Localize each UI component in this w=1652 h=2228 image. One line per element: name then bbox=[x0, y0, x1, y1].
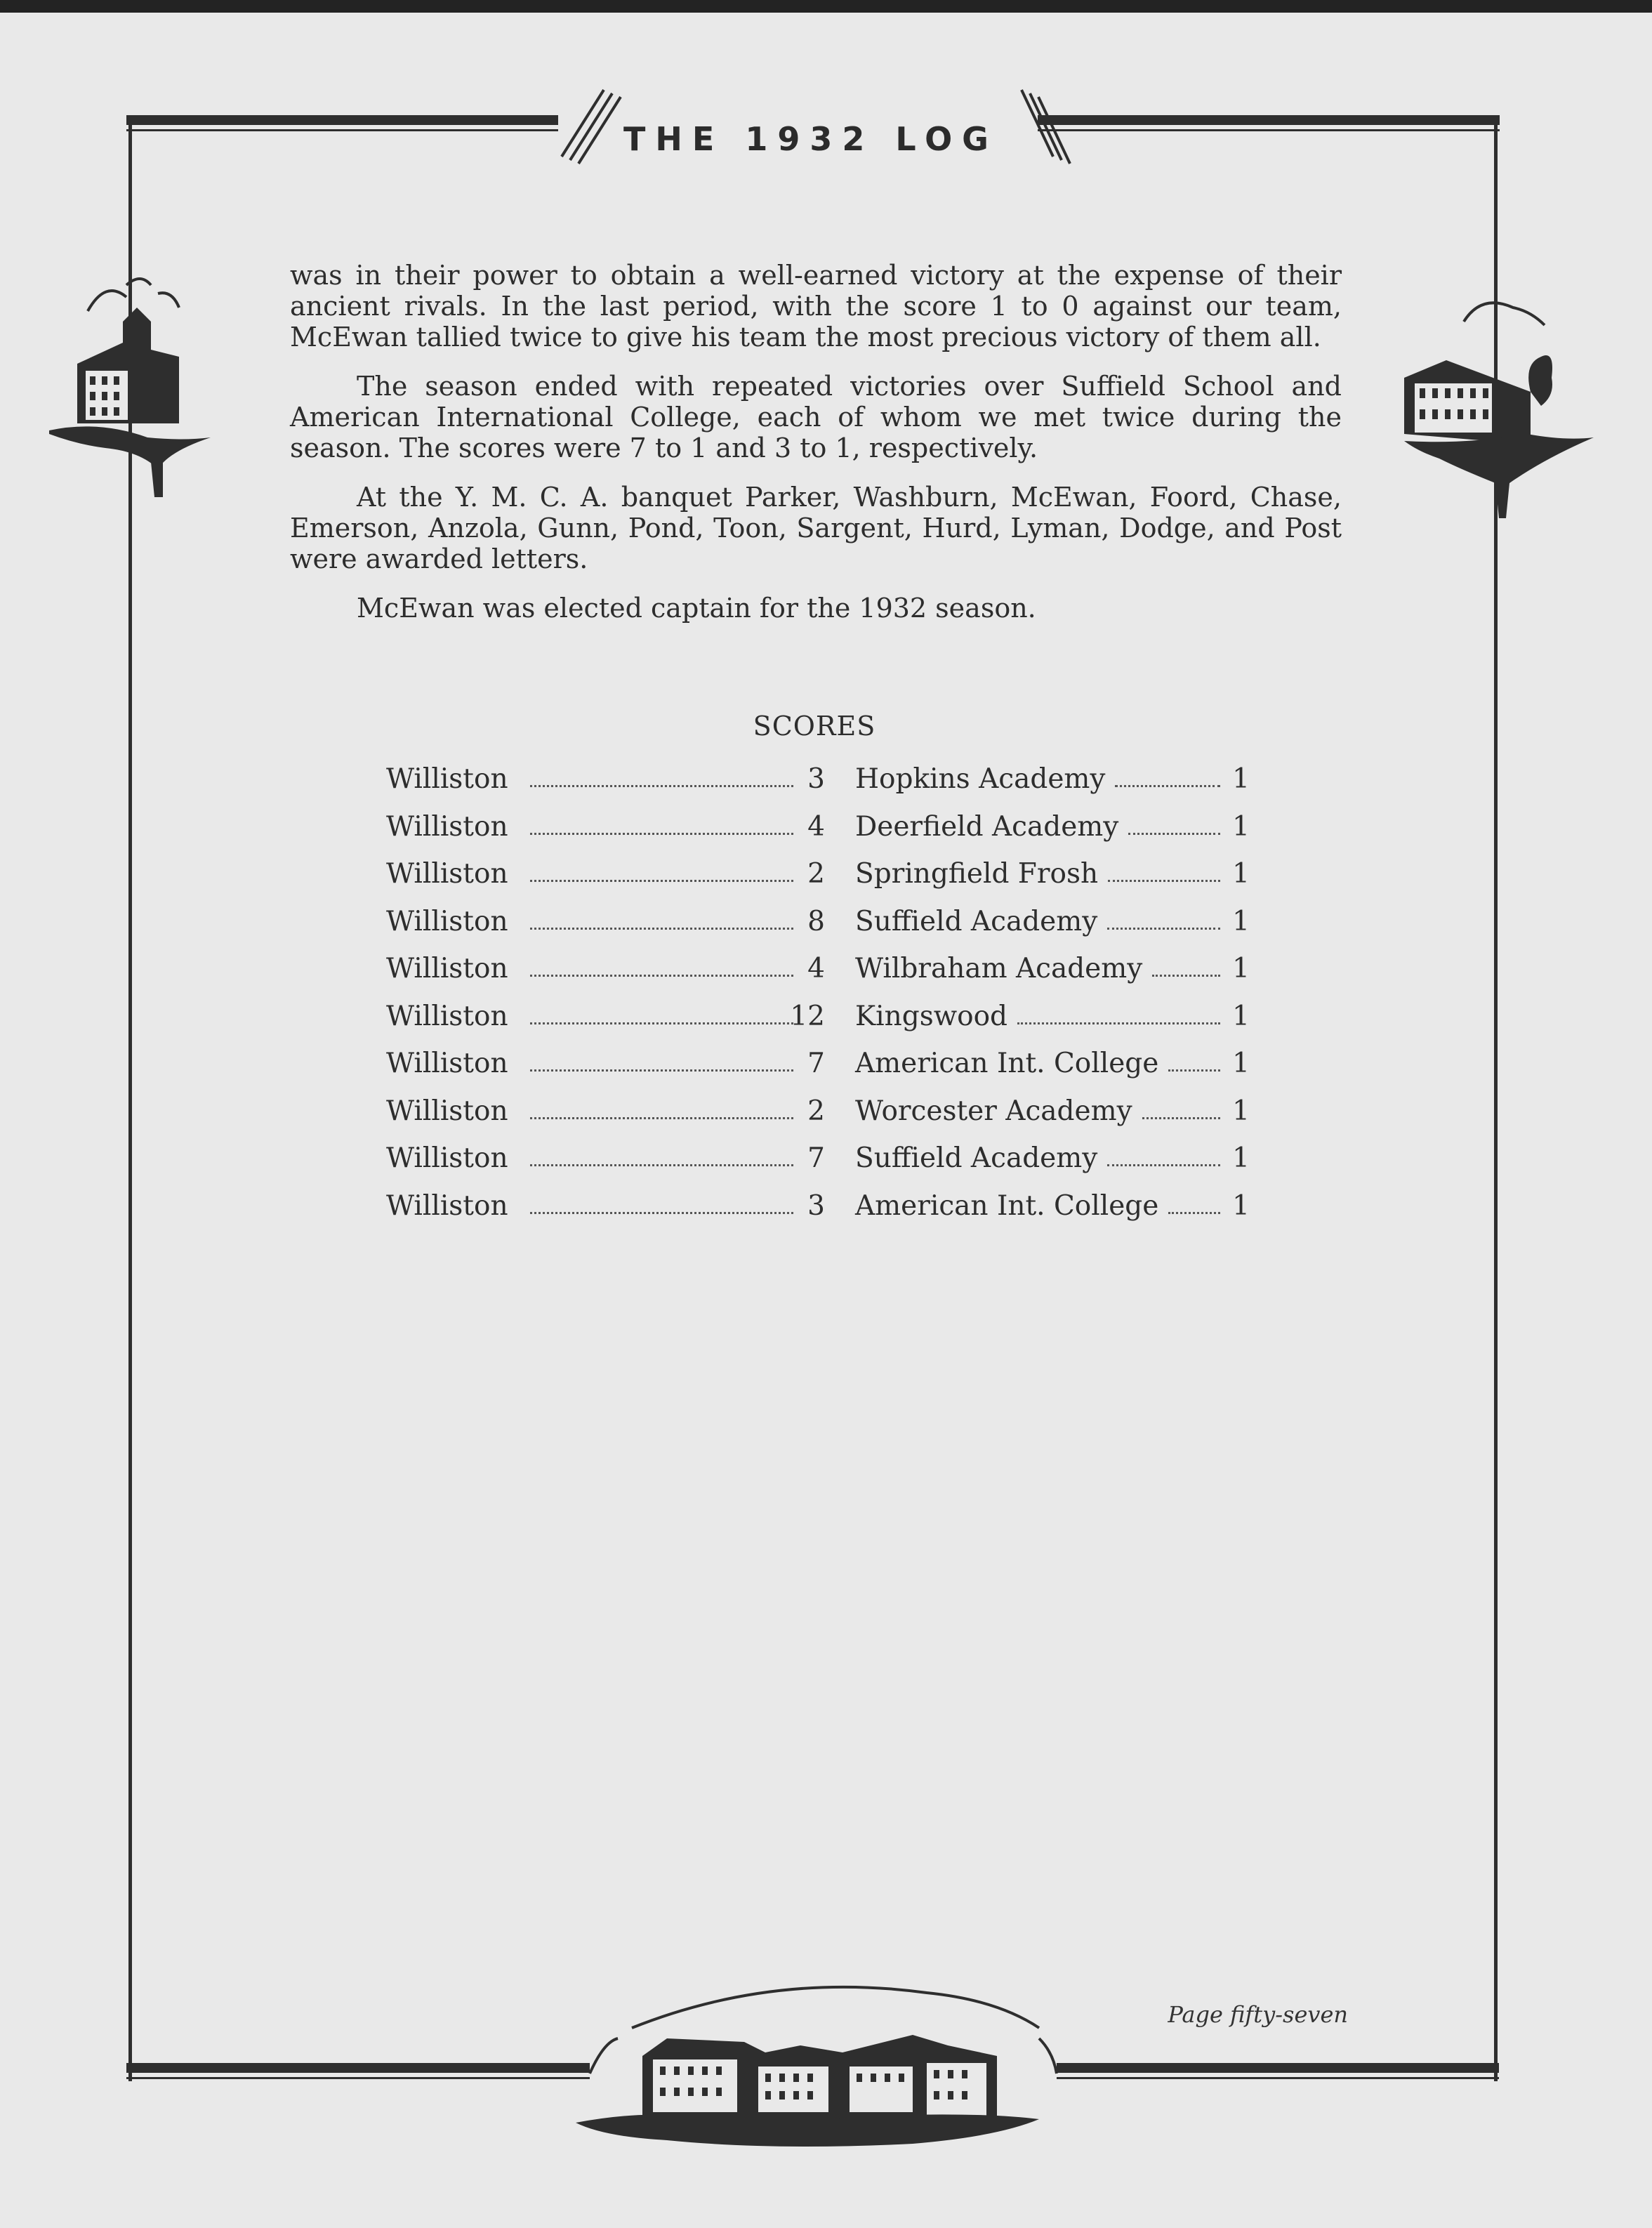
opponent-score: 1 bbox=[1232, 858, 1250, 890]
home-team: Williston bbox=[386, 1189, 508, 1222]
opponent-score: 1 bbox=[1232, 1142, 1250, 1174]
home-team: Williston bbox=[386, 858, 508, 890]
dot-leader bbox=[1142, 1117, 1220, 1119]
score-row bbox=[386, 996, 1250, 1038]
score-row bbox=[386, 948, 1250, 990]
score-row bbox=[386, 853, 1250, 895]
home-team: Williston bbox=[386, 1142, 508, 1174]
home-score: 7 bbox=[807, 1142, 825, 1174]
home-score: 2 bbox=[807, 858, 825, 890]
opponent-team: Suffield Academy bbox=[855, 1142, 1098, 1174]
dot-leader bbox=[1107, 1164, 1220, 1166]
dot-leader bbox=[530, 1212, 793, 1214]
dot-leader bbox=[530, 880, 793, 882]
opponent-team: Springfield Frosh bbox=[855, 858, 1099, 890]
score-row bbox=[386, 1090, 1250, 1133]
score-row bbox=[386, 1185, 1250, 1227]
home-team: Williston bbox=[386, 1048, 508, 1079]
home-score: 3 bbox=[807, 763, 825, 795]
opponent-score: 1 bbox=[1232, 1095, 1250, 1127]
home-team: Williston bbox=[386, 1095, 508, 1127]
opponent-team: Deerfield Academy bbox=[855, 810, 1119, 843]
opponent-score: 1 bbox=[1232, 763, 1250, 795]
opponent-score: 1 bbox=[1232, 1000, 1250, 1032]
dot-leader bbox=[530, 833, 793, 835]
home-team: Williston bbox=[386, 905, 508, 937]
page-number: Page fifty-seven bbox=[1168, 2001, 1348, 2028]
paragraph-1: was in their power to obtain a well-earned victory at the expense of their ancient rivals. In the last period, with the score 1 to 0 against our team, McEwan tallied twice to give his team the most precious victory of them all. bbox=[290, 260, 1342, 352]
home-score: 3 bbox=[807, 1189, 825, 1222]
home-score: 12 bbox=[790, 1000, 825, 1032]
dot-leader bbox=[530, 785, 793, 787]
score-row bbox=[386, 901, 1250, 943]
article-body bbox=[290, 260, 1342, 642]
paragraph-2: The season ended with repeated victories over Suffield School and American International College, each of whom we met twice during the season. The scores were 7 to 1 and 3 to 1, respectively. bbox=[290, 371, 1342, 463]
dot-leader bbox=[1168, 1069, 1220, 1072]
dot-leader bbox=[530, 1022, 793, 1024]
running-header-title: THE 1932 LOG bbox=[623, 120, 998, 158]
dot-leader bbox=[1152, 975, 1220, 977]
home-score: 4 bbox=[807, 953, 825, 984]
dot-leader bbox=[530, 1164, 793, 1166]
dot-leader bbox=[530, 1069, 793, 1072]
dot-leader bbox=[1115, 785, 1220, 787]
home-score: 4 bbox=[807, 810, 825, 843]
scores-heading: SCORES bbox=[753, 711, 876, 741]
opponent-team: Kingswood bbox=[855, 1000, 1008, 1032]
score-row bbox=[386, 1138, 1250, 1180]
opponent-team: American Int. College bbox=[855, 1048, 1159, 1079]
paragraph-3: At the Y. M. C. A. banquet Parker, Washburn, McEwan, Foord, Chase, Emerson, Anzola, Gunn, Pond, Toon, Sargent, Hurd, Lyman, Dodge, and Post were awarded letters. bbox=[290, 482, 1342, 574]
opponent-score: 1 bbox=[1232, 1189, 1250, 1222]
campus-buildings-icon bbox=[576, 1987, 1057, 2147]
home-team: Williston bbox=[386, 953, 508, 984]
home-score: 2 bbox=[807, 1095, 825, 1127]
opponent-score: 1 bbox=[1232, 810, 1250, 843]
opponent-score: 1 bbox=[1232, 953, 1250, 984]
dot-leader bbox=[1168, 1212, 1220, 1214]
home-score: 8 bbox=[807, 905, 825, 937]
score-row bbox=[386, 806, 1250, 848]
opponent-team: Worcester Academy bbox=[855, 1095, 1132, 1127]
dot-leader bbox=[1108, 880, 1220, 882]
score-row bbox=[386, 1043, 1250, 1085]
opponent-team: Suffield Academy bbox=[855, 905, 1098, 937]
right-building-icon bbox=[1404, 303, 1594, 518]
dot-leader bbox=[530, 1117, 793, 1119]
dot-leader bbox=[1107, 928, 1220, 930]
home-team: Williston bbox=[386, 1000, 508, 1032]
home-team: Williston bbox=[386, 810, 508, 843]
opponent-team: American Int. College bbox=[855, 1189, 1159, 1222]
dot-leader bbox=[1128, 833, 1220, 835]
score-row bbox=[386, 758, 1250, 800]
dot-leader bbox=[1017, 1022, 1220, 1024]
home-team: Williston bbox=[386, 763, 508, 795]
opponent-team: Wilbraham Academy bbox=[855, 953, 1143, 984]
opponent-team: Hopkins Academy bbox=[855, 763, 1106, 795]
dot-leader bbox=[530, 928, 793, 930]
paragraph-4: McEwan was elected captain for the 1932 season. bbox=[357, 593, 1036, 624]
opponent-score: 1 bbox=[1232, 905, 1250, 937]
home-score: 7 bbox=[807, 1048, 825, 1079]
dot-leader bbox=[530, 975, 793, 977]
opponent-score: 1 bbox=[1232, 1048, 1250, 1079]
yearbook-page bbox=[0, 13, 1652, 2228]
